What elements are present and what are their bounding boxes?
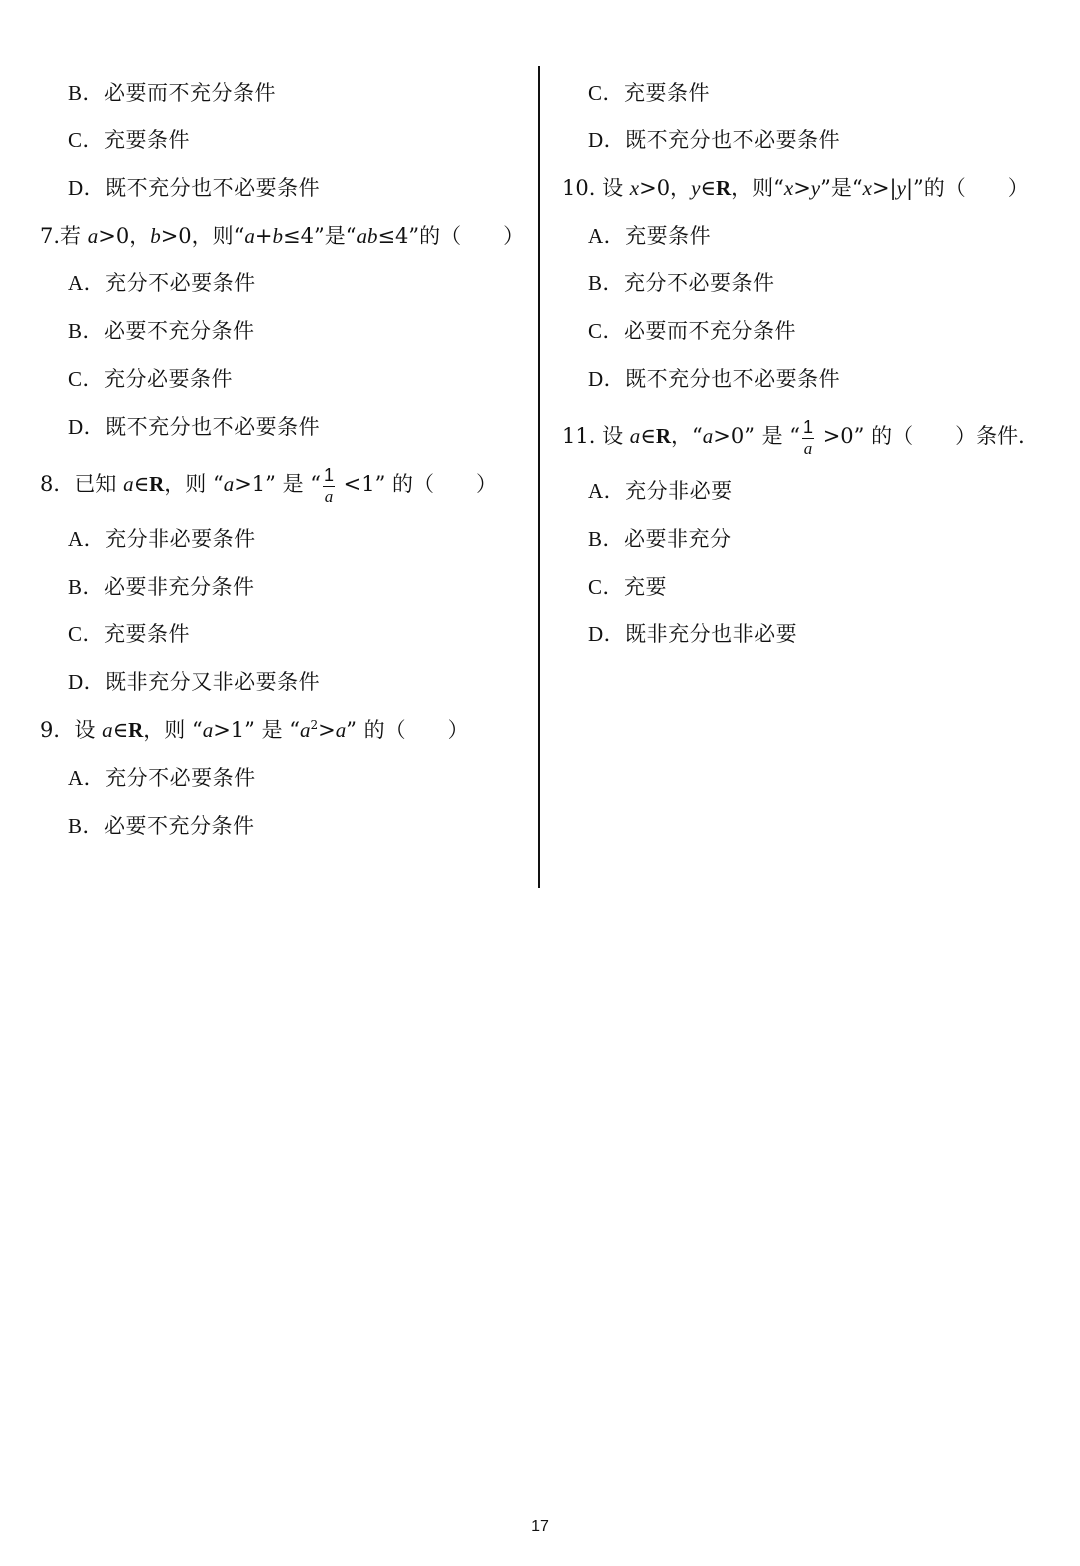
q7-number: 7. [40, 224, 61, 248]
var-a: a [223, 472, 235, 496]
question-10 [562, 173, 1029, 203]
fraction-numerator: 1 [323, 465, 334, 485]
q10-text: > [793, 176, 811, 200]
q8-option-c: C．充要条件 [68, 622, 191, 646]
q9-option-a: A．充分不必要条件 [68, 766, 256, 790]
q10-option-b: B．充分不必要条件 [588, 271, 775, 295]
q7-text: >0， [98, 224, 151, 248]
q8-option-d: D．既非充分又非必要条件 [68, 670, 321, 694]
q10-number: 10. [562, 176, 596, 200]
q9-option-d: D．既不充分也不必要条件 [588, 128, 841, 152]
var-b: b [150, 224, 161, 248]
question-9 [40, 715, 469, 745]
q6-option-b: B．必要而不充分条件 [68, 81, 277, 105]
fraction-one-over-a [802, 418, 814, 457]
q11-number: 11. [562, 424, 596, 448]
q8-text: <1” 的（ ） [337, 472, 498, 496]
q8-text: >1” 是 “ [234, 472, 321, 496]
q10-option-a: A．充要条件 [588, 224, 712, 248]
q8-text: ，则 “ [164, 472, 224, 496]
q7-option-b: B．必要不充分条件 [68, 319, 255, 343]
var-x: x [862, 176, 872, 200]
var-a: a [244, 224, 255, 248]
q7-text: ≤4”是“ [283, 224, 357, 248]
real-set-symbol: R [715, 176, 732, 200]
var-a: a [102, 718, 113, 742]
q9-text: > [318, 718, 336, 742]
q10-option-d: D．既不充分也不必要条件 [588, 367, 841, 391]
q9-number: 9． [40, 718, 75, 742]
q10-text: ∈ [700, 176, 716, 200]
q8-option-a: A．充分非必要条件 [68, 527, 256, 551]
var-y: y [691, 176, 701, 200]
fraction-denominator: a [324, 487, 334, 506]
var-a: a [299, 718, 311, 742]
q7-text: ≤4”的（ ） [377, 224, 525, 248]
q9-text: ” 的（ ） [346, 718, 469, 742]
var-x: x [629, 176, 640, 200]
q9-option-b: B．必要不充分条件 [68, 814, 255, 838]
q11-text: ∈ [640, 424, 656, 448]
q7-text: 若 [60, 224, 88, 248]
real-set-symbol: R [149, 472, 165, 496]
q10-text: 设 [595, 176, 630, 200]
q11-text: >0” 的（ ）条件． [816, 424, 1040, 448]
q8-text: 已知 [74, 472, 124, 496]
fraction-one-over-a [323, 466, 335, 505]
q7-option-a: A．充分不必要条件 [68, 271, 256, 295]
q6-option-d: D．既不充分也不必要条件 [68, 176, 321, 200]
var-a: a [629, 424, 641, 448]
q10-text: >0， [639, 176, 692, 200]
q10-text: ，则“ [731, 176, 784, 200]
q9-text: ∈ [112, 718, 129, 742]
q8-option-b: B．必要非充分条件 [68, 575, 255, 599]
q11-text: >0” 是 “ [713, 424, 801, 448]
question-8 [40, 460, 497, 508]
var-a: a [87, 224, 99, 248]
fraction-denominator: a [803, 439, 813, 458]
q8-text: ∈ [133, 472, 150, 496]
exponent: 2 [310, 718, 319, 732]
page-number: 17 [531, 1518, 549, 1535]
q11-text: ，“ [670, 424, 703, 448]
question-7 [40, 221, 524, 251]
fraction-numerator: 1 [803, 417, 814, 437]
var-y: y [896, 176, 906, 200]
q11-option-d: D．既非充分也非必要 [588, 622, 798, 646]
var-y: y [810, 176, 821, 200]
q11-text: 设 [595, 424, 630, 448]
question-11 [562, 412, 1039, 460]
q7-text: + [254, 224, 273, 248]
q9-text: 设 [74, 718, 103, 742]
q7-option-d: D．既不充分也不必要条件 [68, 415, 321, 439]
q11-option-a: A．充分非必要 [588, 479, 733, 503]
var-a: a [335, 718, 347, 742]
var-b: b [272, 224, 284, 248]
q9-text: >1” 是 “ [213, 718, 300, 742]
q7-text: >0，则“ [160, 224, 245, 248]
q10-option-c: C．必要而不充分条件 [588, 319, 797, 343]
q10-text: >| [871, 176, 897, 200]
q11-option-c: C．充要 [588, 575, 668, 599]
q9-text: ，则 “ [143, 718, 203, 742]
var-x: x [783, 176, 794, 200]
q10-text: ”是“ [820, 176, 863, 200]
var-a: a [702, 424, 714, 448]
real-set-symbol: R [128, 718, 144, 742]
q10-text: |”的（ ） [905, 176, 1029, 200]
real-set-symbol: R [655, 424, 671, 448]
var-a: a [202, 718, 214, 742]
q7-option-c: C．充分必要条件 [68, 367, 234, 391]
var-a: a [123, 472, 134, 496]
q11-option-b: B．必要非充分 [588, 527, 732, 551]
column-divider [538, 66, 540, 888]
q9-option-c: C．充要条件 [588, 81, 711, 105]
q6-option-c: C．充要条件 [68, 128, 191, 152]
q8-number: 8． [40, 472, 75, 496]
var-ab: ab [356, 224, 378, 248]
